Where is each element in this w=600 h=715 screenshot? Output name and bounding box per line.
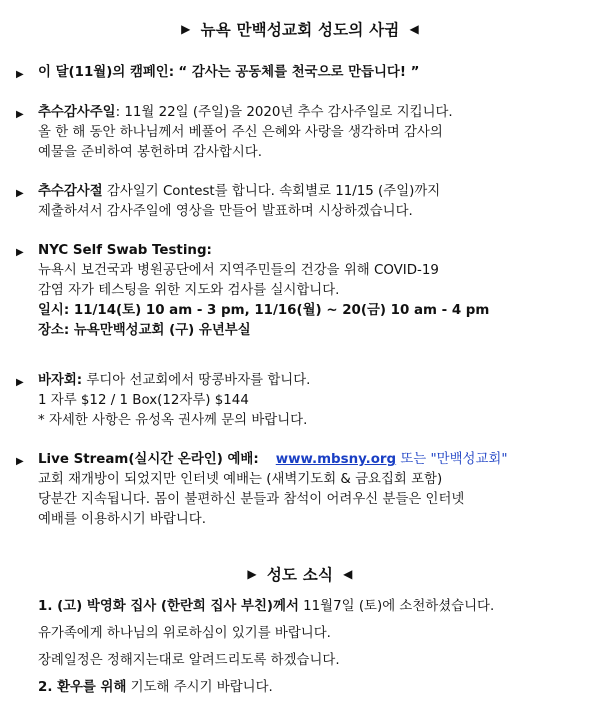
- thanksgiving-contest-line1: 감사일기 Contest를 합니다. 속회별로 11/15 (주일)까지: [102, 184, 441, 199]
- bullet-icon: ▶: [16, 188, 24, 199]
- bullet-icon: ▶: [16, 247, 24, 258]
- campaign-label: 이 달(11월)의 캠페인:: [38, 65, 175, 80]
- news-2-heading: 2. 환우를 위해: [38, 680, 127, 695]
- bazaar-contact: * 자세한 사항은 유성옥 권사께 문의 바랍니다.: [38, 413, 308, 428]
- bullet-icon: ▶: [16, 109, 24, 120]
- thanksgiving-sunday-item: [16, 103, 583, 163]
- campaign-text: “ 감사는 공동체를 천국으로 만듭니다! ”: [178, 65, 420, 80]
- bazaar-label: 바자회:: [38, 373, 83, 388]
- campaign-item: [16, 63, 583, 83]
- member-news-header: [0, 563, 600, 585]
- swab-testing-location: 장소: 뉴욕만백성교회 (구) 유년부실: [38, 323, 251, 338]
- bazaar-price: 1 자루 $12 / 1 Box(12자루) $144: [38, 393, 249, 408]
- news-1-text: 11월7일 (토)에 소천하셨습니다.: [298, 599, 495, 614]
- bullet-icon: ▶: [16, 69, 24, 80]
- website-link[interactable]: www.mbsny.org: [275, 452, 397, 467]
- news-1-heading: 1. (고) 박영화 집사 (한란희 집사 부친)께서: [38, 599, 299, 614]
- thanksgiving-contest-item: [16, 182, 583, 222]
- thanksgiving-sunday-line3: 예물을 준비하여 봉헌하며 감사합시다.: [38, 145, 262, 160]
- news-1-line2: 유가족에게 하나님의 위로하심이 있기를 바랍니다.: [38, 626, 331, 641]
- member-news-list: [38, 593, 583, 701]
- church-name-search: 또는 "만백성교회": [396, 452, 508, 467]
- member-news-title: 성도 소식: [266, 566, 334, 584]
- triangle-right-icon: ▶: [247, 567, 257, 581]
- news-2-text: 기도해 주시기 바랍니다.: [126, 680, 273, 695]
- swab-testing-schedule: 일시: 11/14(토) 10 am - 3 pm, 11/16(월) ~ 20(금) 10 am - 4 pm: [38, 303, 490, 318]
- bazaar-line1: 루디아 선교회에서 땅콩바자를 합니다.: [82, 373, 311, 388]
- bullet-icon: ▶: [16, 456, 24, 467]
- triangle-left-icon: ◀: [409, 22, 419, 36]
- thanksgiving-contest-line2: 제출하셔서 감사주일에 영상을 만들어 발표하며 시상하겠습니다.: [38, 204, 413, 219]
- fellowship-title: 뉴욕 만백성교회 성도의 사귐: [200, 21, 400, 39]
- swab-testing-label: NYC Self Swab Testing:: [38, 243, 212, 258]
- triangle-right-icon: ▶: [181, 22, 191, 36]
- triangle-left-icon: ◀: [343, 567, 353, 581]
- bullet-icon: ▶: [16, 377, 24, 388]
- swab-testing-line1: 뉴욕시 보건국과 병원공단에서 지역주민들의 건강을 위해 COVID-19: [38, 263, 439, 278]
- thanksgiving-sunday-line1: : 11월 22일 (주일)을 2020년 추수 감사주일로 지킵니다.: [115, 105, 453, 120]
- thanksgiving-sunday-label: 추수감사주일: [38, 105, 116, 120]
- live-stream-line3: 당분간 지속됩니다. 몸이 불편하신 분들과 참석이 어려우신 분들은 인터넷: [38, 492, 465, 507]
- live-stream-line2: 교회 재개방이 되었지만 인터넷 예배는 (새벽기도회 & 금요집회 포함): [38, 472, 443, 487]
- swab-testing-item: [16, 241, 583, 341]
- live-stream-label: Live Stream(실시간 온라인) 예배:: [38, 452, 259, 467]
- swab-testing-line2: 감염 자가 테스팅을 위한 지도와 검사를 실시합니다.: [38, 283, 340, 298]
- news-item-2: [38, 674, 583, 701]
- fellowship-header: [0, 18, 600, 40]
- live-stream-line4: 예배를 이용하시기 바랍니다.: [38, 512, 206, 527]
- news-1-line3: 장례일정은 정해지는대로 알려드리도록 하겠습니다.: [38, 653, 340, 668]
- bazaar-item: [16, 371, 583, 431]
- live-stream-item: [16, 450, 583, 530]
- thanksgiving-contest-label: 추수감사절: [38, 184, 103, 199]
- thanksgiving-sunday-line2: 올 한 해 동안 하나님께서 베풀어 주신 은혜와 사랑을 생각하며 감사의: [38, 125, 443, 140]
- news-item-1: [38, 593, 583, 620]
